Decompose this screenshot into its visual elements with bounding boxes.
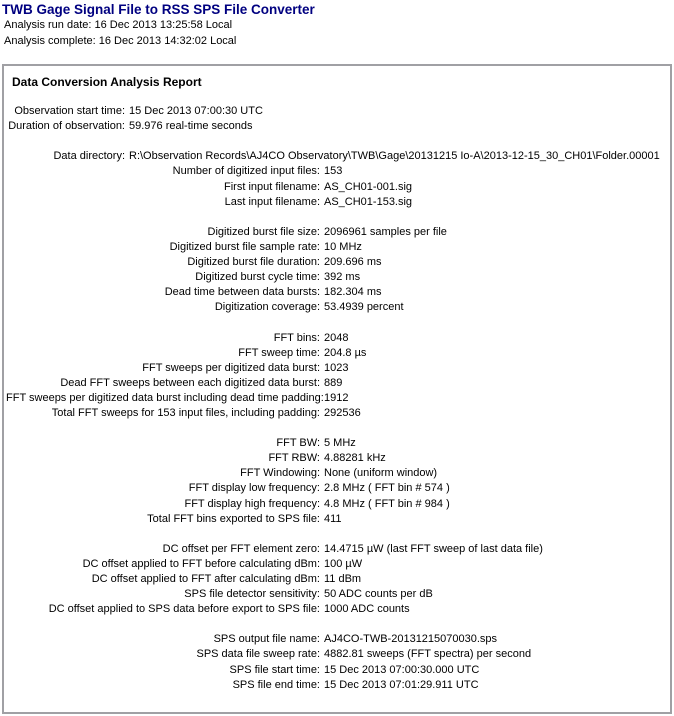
report-row — [6, 497, 670, 512]
row-value: 59.976 real-time seconds — [129, 120, 253, 133]
report-row — [6, 602, 670, 617]
report-row — [6, 300, 670, 315]
row-value: 15 Dec 2013 07:00:30 UTC — [129, 105, 263, 118]
row-label: FFT sweeps per digitized data burst: — [142, 361, 320, 374]
report-row — [6, 225, 670, 240]
row-value: 182.304 ms — [324, 286, 382, 299]
row-value: AS_CH01-001.sig — [324, 180, 413, 193]
report-heading: Data Conversion Analysis Report — [12, 75, 202, 89]
row-label: Total FFT sweeps for 153 input files, including padding: — [51, 406, 320, 419]
row-label: DC offset applied to FFT before calculating dBm: — [82, 557, 320, 570]
row-value: R:\Observation Records\AJ4CO Observatory\TWB\Gage\20131215 Io-A\2013-12-15_30_CH01\Folder.00001 — [129, 150, 660, 163]
report-row — [6, 406, 670, 421]
row-label: Dead FFT sweeps between each digitized data burst: — [60, 376, 320, 389]
report-row — [6, 346, 670, 361]
report-row — [6, 285, 670, 300]
row-label: FFT BW: — [276, 437, 320, 450]
report-section — [6, 149, 670, 209]
row-value: 4882.81 sweeps (FFT spectra) per second — [324, 648, 532, 661]
row-value: 392 ms — [324, 271, 361, 284]
report-row — [6, 647, 670, 662]
row-value: 11 dBm — [324, 573, 362, 585]
report-row — [6, 557, 670, 572]
row-label: FFT RBW: — [268, 452, 320, 465]
report-row — [6, 149, 670, 164]
row-label: SPS data file sweep rate: — [196, 648, 320, 661]
row-value: 153 — [324, 165, 343, 178]
row-label: SPS file start time: — [229, 663, 320, 676]
row-value: AJ4CO-TWB-20131215070030.sps — [324, 633, 498, 646]
row-label: FFT bins: — [273, 331, 320, 344]
row-value: 4.88281 kHz — [324, 452, 386, 465]
row-label: FFT Windowing: — [240, 467, 320, 480]
row-value: AS_CH01-153.sig — [324, 195, 413, 208]
page-title: TWB Gage Signal File to RSS SPS File Converter — [2, 2, 315, 17]
report-section — [6, 542, 670, 617]
row-value: 50 ADC counts per dB — [324, 588, 433, 601]
row-value: None (uniform window) — [324, 467, 438, 480]
report-row — [6, 180, 670, 195]
report-header — [0, 0, 674, 49]
row-label: SPS file detector sensitivity: — [184, 588, 320, 601]
row-value: 411 — [324, 512, 342, 525]
row-label: Data directory: — [53, 150, 125, 163]
report-row — [6, 104, 670, 119]
row-label: Number of digitized input files: — [172, 165, 320, 178]
row-value: 2.8 MHz ( FFT bin # 574 ) — [324, 482, 450, 495]
report-row — [6, 572, 670, 587]
report-row — [6, 270, 670, 285]
row-label: Dead time between data bursts: — [164, 286, 320, 299]
row-value: 1023 — [324, 361, 349, 374]
report-row — [6, 678, 670, 693]
report-section — [6, 225, 670, 316]
row-value: 1912 — [324, 391, 349, 404]
report-row — [6, 195, 670, 210]
report-section — [6, 104, 670, 134]
analysis-complete-line: Analysis complete: 16 Dec 2013 14:32:02 Local — [4, 34, 237, 47]
report-body — [4, 104, 670, 693]
analysis-run-date-line: Analysis run date: 16 Dec 2013 13:25:58 Local — [4, 19, 233, 31]
row-label: FFT sweeps per digitized data burst including dead time padding: — [6, 391, 324, 404]
row-label: Digitized burst file duration: — [187, 256, 320, 269]
row-value: 889 — [324, 376, 343, 389]
report-row — [6, 512, 670, 527]
row-label: Digitized burst file size: — [207, 225, 320, 238]
row-label: DC offset applied to SPS data before export to SPS file: — [48, 603, 320, 616]
row-value: 14.4715 µW (last FFT sweep of last data file) — [324, 542, 543, 555]
row-label: DC offset applied to FFT after calculating dBm: — [91, 573, 320, 585]
report-row — [6, 391, 670, 406]
report-row — [6, 481, 670, 496]
report-section — [6, 632, 670, 692]
report-section — [6, 436, 670, 527]
report-row — [6, 587, 670, 602]
row-value: 2096961 samples per file — [324, 225, 447, 238]
report-row — [6, 451, 670, 466]
row-value: 1000 ADC counts — [324, 603, 410, 616]
report-row — [6, 164, 670, 179]
row-value: 204.8 µs — [324, 346, 367, 359]
row-value: 5 MHz — [324, 437, 356, 450]
report-row — [6, 376, 670, 391]
row-label: Duration of observation: — [8, 120, 125, 133]
row-label: FFT display high frequency: — [184, 497, 320, 510]
row-label: Digitized burst file sample rate: — [169, 240, 320, 253]
report-row — [6, 663, 670, 678]
row-value: 100 µW — [324, 557, 363, 570]
report-section — [6, 331, 670, 422]
report-panel — [2, 64, 672, 714]
row-value: 4.8 MHz ( FFT bin # 984 ) — [324, 497, 450, 510]
report-row — [6, 255, 670, 270]
row-label: Digitization coverage: — [214, 301, 320, 314]
row-value: 53.4939 percent — [324, 301, 404, 314]
row-label: DC offset per FFT element zero: — [162, 542, 320, 555]
report-row — [6, 331, 670, 346]
row-label: FFT display low frequency: — [188, 482, 320, 495]
row-label: Last input filename: — [224, 195, 320, 208]
row-value: 2048 — [324, 331, 349, 344]
row-value: 10 MHz — [324, 240, 362, 253]
row-label: Digitized burst cycle time: — [195, 271, 320, 284]
row-value: 209.696 ms — [324, 256, 382, 269]
row-label: SPS file end time: — [232, 678, 320, 691]
report-row — [6, 240, 670, 255]
row-label: Total FFT bins exported to SPS file: — [147, 512, 320, 525]
row-label: Observation start time: — [14, 105, 125, 118]
report-row — [6, 361, 670, 376]
row-label: SPS output file name: — [213, 633, 320, 646]
report-row — [6, 466, 670, 481]
report-row — [6, 632, 670, 647]
row-label: FFT sweep time: — [238, 346, 320, 359]
row-label: First input filename: — [224, 180, 320, 193]
report-row — [6, 542, 670, 557]
report-row — [6, 436, 670, 451]
report-row — [6, 119, 670, 134]
row-value: 15 Dec 2013 07:01:29.911 UTC — [324, 678, 479, 691]
row-value: 15 Dec 2013 07:00:30.000 UTC — [324, 663, 480, 676]
row-value: 292536 — [324, 406, 361, 419]
